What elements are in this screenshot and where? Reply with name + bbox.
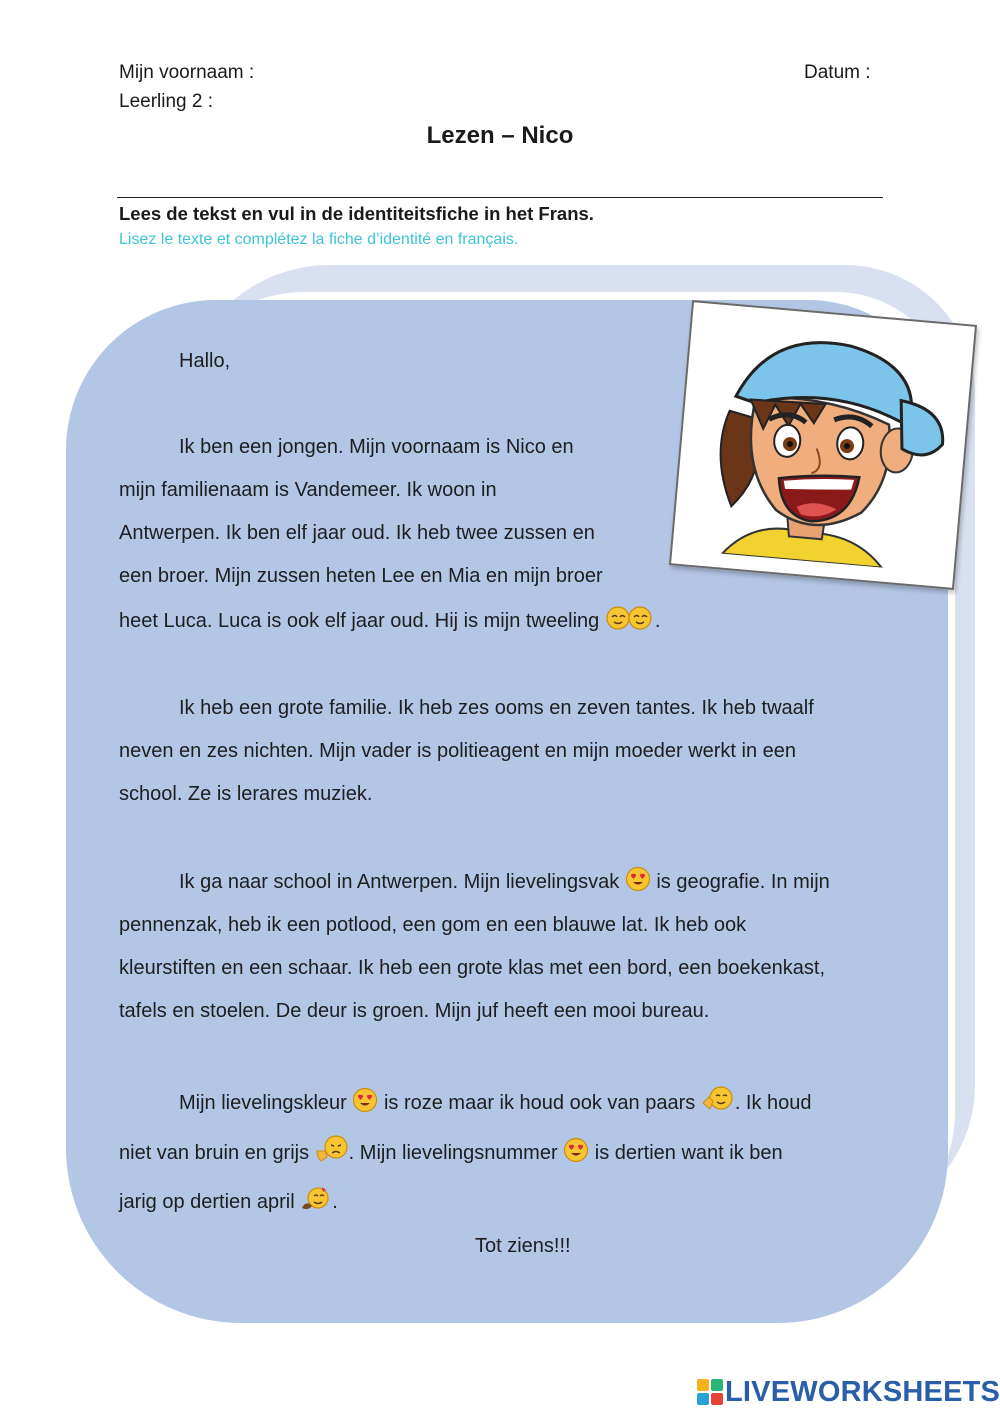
letter-greeting: Hallo,: [179, 350, 231, 372]
p3-line2: pennenzak, heb ik een potlood, een gom en een blauwe lat. Ik heb ook: [119, 914, 747, 936]
p1-line3: Antwerpen. Ik ben elf jaar oud. Ik heb twee zussen en: [119, 522, 595, 544]
p3-line1-a: Ik ga naar school in Antwerpen. Mijn lievelingsvak: [179, 871, 620, 893]
instruction-french: Lisez le texte et complétez la fiche d’identité en français.: [119, 231, 519, 248]
p1-line5-text: heet Luca. Luca is ook elf jaar oud. Hij is mijn tweeling: [119, 610, 600, 632]
p2-line3: school. Ze is lerares muziek.: [119, 783, 373, 805]
p1-line2: mijn familienaam is Vandemeer. Ik woon in: [119, 479, 497, 501]
clapping-face-icon: [701, 1085, 735, 1113]
heart-eyes-icon: [352, 1087, 378, 1113]
date-label: Datum :: [804, 62, 871, 83]
party-face-icon: [300, 1184, 332, 1212]
p1-line5: [119, 600, 660, 644]
p4-line3-b: .: [332, 1191, 338, 1213]
page-title: Lezen – Nico: [426, 122, 574, 149]
p4-line2-c: is dertien want ik ben: [594, 1142, 783, 1164]
p3-line3: kleurstiften en een schaar. Ik heb een grote klas met een bord, een boekenkast,: [119, 957, 826, 979]
logo-icon: [697, 1379, 723, 1405]
letter-closing: Tot ziens!!!: [475, 1235, 571, 1257]
p4-line1-b: is roze maar ik houd ook van paars: [383, 1092, 696, 1114]
p4-line2-a: niet van bruin en grijs: [119, 1142, 310, 1164]
p3-line4: tafels en stoelen. De deur is groen. Mijn juf heeft een mooi bureau.: [119, 1000, 710, 1022]
p1-line4: een broer. Mijn zussen heten Lee en Mia en mijn broer: [119, 565, 603, 587]
thumbs-down-face-icon: [315, 1135, 349, 1163]
boy-cartoon-icon: [682, 313, 960, 573]
p2-line1: Ik heb een grote familie. Ik heb zes ooms en zeven tantes. Ik heb twaalf: [179, 697, 814, 719]
p1-line1: Ik ben een jongen. Mijn voornaam is Nico en: [179, 436, 574, 458]
first-name-label: Mijn voornaam :: [119, 62, 255, 83]
logo-text: LIVEWORKSHEETS: [725, 1375, 1000, 1408]
twins-face-icon: [605, 605, 655, 631]
p3-line1: [179, 861, 830, 905]
divider: [117, 197, 883, 198]
nico-photo: [669, 300, 977, 590]
p4-line1: [179, 1082, 812, 1126]
p4-line2-b: . Mijn lievelingsnummer: [348, 1142, 558, 1164]
p1-line5-period: .: [654, 610, 661, 632]
p2-line2: neven en zes nichten. Mijn vader is politieagent en mijn moeder werkt in een: [119, 740, 797, 762]
liveworksheets-logo: [697, 1376, 1000, 1408]
p4-line2: [119, 1132, 783, 1176]
heart-eyes-icon: [625, 866, 651, 892]
p4-line1-c: . Ik houd: [734, 1092, 812, 1114]
instruction-dutch: Lees de tekst en vul in de identiteitsfiche in het Frans.: [119, 203, 594, 224]
p4-line1-a: Mijn lievelingskleur: [179, 1092, 347, 1114]
p4-line3-a: jarig op dertien april: [119, 1191, 295, 1213]
p4-line3: [119, 1181, 338, 1225]
p3-line1-b: is geografie. In mijn: [656, 871, 830, 893]
heart-eyes-icon: [563, 1137, 589, 1163]
student2-label: Leerling 2 :: [119, 91, 214, 112]
